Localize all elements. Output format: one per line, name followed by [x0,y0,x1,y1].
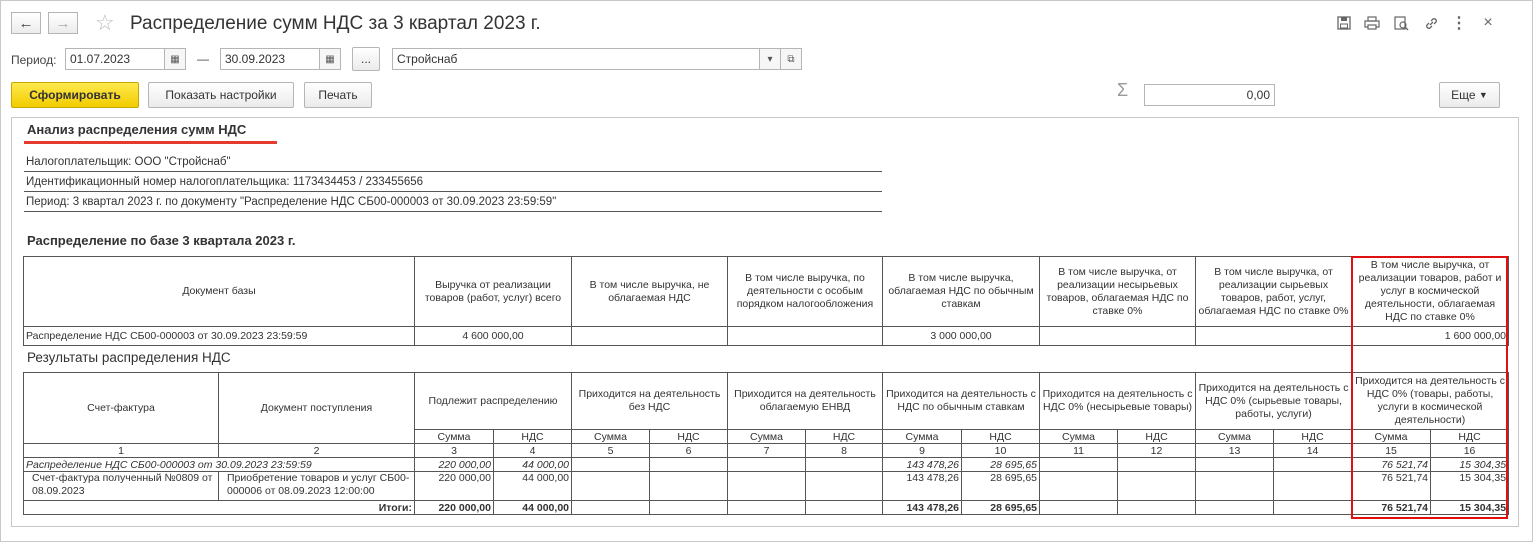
chevron-down-icon: ▼ [1478,90,1488,100]
results-header-receipt-doc: Документ поступления [219,373,415,444]
more-button[interactable] [1439,82,1500,108]
organization-dropdown-button[interactable] [759,48,781,70]
group-cell [572,458,650,472]
back-button[interactable] [11,12,41,34]
period-line: Период: 3 квартал 2023 г. по документу "Распределение НДС СБ00-000003 от 30.09.2023 23:59:59" [24,193,882,212]
detail-cell: 220 000,00 [415,472,494,501]
col-number: 8 [806,444,883,458]
subheader-vat: НДС [1118,430,1196,444]
column-numbers-row [24,444,1509,458]
choose-period-button[interactable]: ... [352,47,380,71]
generate-button[interactable]: Сформировать [11,82,139,108]
base-special-cell [728,327,883,346]
detail-cell: 28 695,65 [962,472,1040,501]
title-underline [24,141,277,144]
totals-cell [806,501,883,515]
base-header-nonraw0: В том числе выручка, от реализации несырьевых товаров, облагаемая НДС по ставке 0% [1040,257,1196,327]
subheader-sum: Сумма [1352,430,1431,444]
subheader-vat: НДС [1274,430,1352,444]
star-icon[interactable]: ☆ [95,10,115,35]
invoice-cell[interactable]: Счет-фактура полученный №0809 от 08.09.2023 [24,472,219,501]
group-cell [728,458,806,472]
base-header-raw0: В том числе выручка, от реализации сырьевых товаров, работ, услуг, облагаемая НДС по ставке 0% [1196,257,1352,327]
base-regular-cell: 3 000 000,00 [883,327,1040,346]
sum-icon: Σ [1117,80,1129,100]
base-header-total: Выручка от реализации товаров (работ, услуг) всего [415,257,572,327]
group-row-label[interactable]: Распределение НДС СБ00-000003 от 30.09.2023 23:59:59 [24,458,415,472]
group-cell: 28 695,65 [962,458,1040,472]
table-row [24,327,1509,346]
results-header-raw0: Приходится на деятельность с НДС 0% (сырьевые товары, работы, услуги) [1196,373,1352,430]
totals-cell: 15 304,35 [1431,501,1509,515]
subheader-sum: Сумма [1040,430,1118,444]
base-header-no-vat: В том числе выручка, не облагаемая НДС [572,257,728,327]
window-title: Распределение сумм НДС за 3 квартал 2023 г. [130,13,541,34]
base-header-special: В том числе выручка, по деятельности с особым порядком налогообложения [728,257,883,327]
forward-button[interactable] [48,12,78,34]
group-cell: 44 000,00 [494,458,572,472]
group-cell [1196,458,1274,472]
subheader-vat: НДС [962,430,1040,444]
detail-cell [1274,472,1352,501]
detail-cell: 76 521,74 [1352,472,1431,501]
group-cell [1274,458,1352,472]
highlight-frame [1351,256,1508,519]
results-table [23,372,1509,515]
subheader-vat: НДС [494,430,572,444]
results-header-envd: Приходится на деятельность облагаемую ЕНВД [728,373,883,430]
totals-cell: 28 695,65 [962,501,1040,515]
chevron-down-icon: ▾ [767,53,773,65]
group-cell [650,458,728,472]
group-cell [806,458,883,472]
subheader-sum: Сумма [883,430,962,444]
receipt-doc-cell[interactable]: Приобретение товаров и услуг СБ00-000006 от 08.09.2023 12:00:00 [219,472,415,501]
base-total-cell: 4 600 000,00 [415,327,572,346]
results-header-to-distribute: Подлежит распределению [415,373,572,430]
taxpayer-line: Налогоплательщик: ООО "Стройснаб" [24,153,882,172]
totals-cell: 76 521,74 [1352,501,1431,515]
results-header-no-vat: Приходится на деятельность без НДС [572,373,728,430]
more-vertical-icon[interactable]: ⋮ [1451,15,1467,32]
calendar-to-button[interactable] [319,48,341,70]
group-cell: 220 000,00 [415,458,494,472]
group-cell: 76 521,74 [1352,458,1431,472]
table-row [24,472,1509,501]
calendar-icon: ▦ [325,53,335,65]
detail-cell [806,472,883,501]
base-doc-cell[interactable]: Распределение НДС СБ00-000003 от 30.09.2023 23:59:59 [24,327,415,346]
open-icon: ⧉ [787,53,795,65]
calendar-from-button[interactable] [164,48,186,70]
col-number: 11 [1040,444,1118,458]
table-row [24,458,1509,472]
base-space0-cell: 1 600 000,00 [1352,327,1509,346]
base-raw0-cell [1196,327,1352,346]
col-number: 6 [650,444,728,458]
group-cell: 143 478,26 [883,458,962,472]
totals-cell: 220 000,00 [415,501,494,515]
totals-cell [1118,501,1196,515]
detail-cell [572,472,650,501]
col-number: 7 [728,444,806,458]
detail-cell [728,472,806,501]
totals-cell [572,501,650,515]
col-number: 5 [572,444,650,458]
subheader-sum: Сумма [728,430,806,444]
calendar-icon: ▦ [170,53,180,65]
col-number: 13 [1196,444,1274,458]
col-number: 2 [219,444,415,458]
results-title: Результаты распределения НДС [27,350,231,365]
results-header-invoice: Счет-фактура [24,373,219,444]
print-icon[interactable] [1363,14,1381,32]
arrow-left-icon: ← [18,14,34,32]
detail-cell: 15 304,35 [1431,472,1509,501]
totals-label: Итоги: [24,501,415,515]
totals-cell: 44 000,00 [494,501,572,515]
col-number: 15 [1352,444,1431,458]
save-icon[interactable] [1335,14,1353,32]
base-nonraw0-cell [1040,327,1196,346]
organization-open-button[interactable] [780,48,802,70]
date-from-input[interactable]: 01.07.2023 [65,48,165,70]
subheader-sum: Сумма [1196,430,1274,444]
print-button[interactable]: Печать [304,82,372,108]
period-label: Период: [11,53,57,67]
totals-cell [1040,501,1118,515]
detail-cell [1040,472,1118,501]
col-number: 9 [883,444,962,458]
base-no-vat-cell [572,327,728,346]
col-number: 10 [962,444,1040,458]
date-to-input[interactable]: 30.09.2023 [220,48,320,70]
base-header-space0: В том числе выручка, от реализации товаров, работ и услуг в космической деятельности, облагаемая НДС по ставке 0% [1352,257,1509,327]
period-dash: — [197,52,209,66]
detail-cell: 143 478,26 [883,472,962,501]
col-number: 4 [494,444,572,458]
totals-cell [1274,501,1352,515]
detail-cell: 44 000,00 [494,472,572,501]
base-header-doc: Документ базы [24,257,415,327]
group-cell [1040,458,1118,472]
results-header-nonraw0: Приходится на деятельность с НДС 0% (несырьевые товары) [1040,373,1196,430]
group-cell: 15 304,35 [1431,458,1509,472]
link-icon[interactable] [1422,14,1440,32]
close-icon[interactable]: × [1483,14,1493,31]
subheader-vat: НДС [806,430,883,444]
col-number: 1 [24,444,219,458]
inn-line: Идентификационный номер налогоплательщика: 1173434453 / 233455656 [24,173,882,192]
totals-row [24,501,1509,515]
subheader-vat: НДС [650,430,728,444]
results-header-regular: Приходится на деятельность с НДС по обычным ставкам [883,373,1040,430]
totals-cell [728,501,806,515]
totals-cell [1196,501,1274,515]
preview-icon[interactable] [1392,14,1410,32]
col-number: 16 [1431,444,1509,458]
totals-cell: 143 478,26 [883,501,962,515]
sum-field: 0,00 [1144,84,1275,106]
detail-cell [1196,472,1274,501]
show-settings-button[interactable]: Показать настройки [148,82,294,108]
detail-cell [650,472,728,501]
group-cell [1118,458,1196,472]
base-title: Распределение по базе 3 квартала 2023 г. [27,233,296,248]
subheader-vat: НДС [1431,430,1509,444]
arrow-right-icon: → [55,14,71,32]
organization-input[interactable]: Стройснаб [392,48,760,70]
detail-cell [1118,472,1196,501]
col-number: 12 [1118,444,1196,458]
col-number: 14 [1274,444,1352,458]
base-table [23,256,1509,346]
subheader-sum: Сумма [415,430,494,444]
base-header-regular: В том числе выручка, облагаемая НДС по обычным ставкам [883,257,1040,327]
more-label: Еще [1451,88,1476,102]
report-title: Анализ распределения сумм НДС [27,122,247,137]
results-header-space0: Приходится на деятельность с НДС 0% (товары, работы, услуги в космической деятельности) [1352,373,1509,430]
totals-cell [650,501,728,515]
col-number: 3 [415,444,494,458]
subheader-sum: Сумма [572,430,650,444]
